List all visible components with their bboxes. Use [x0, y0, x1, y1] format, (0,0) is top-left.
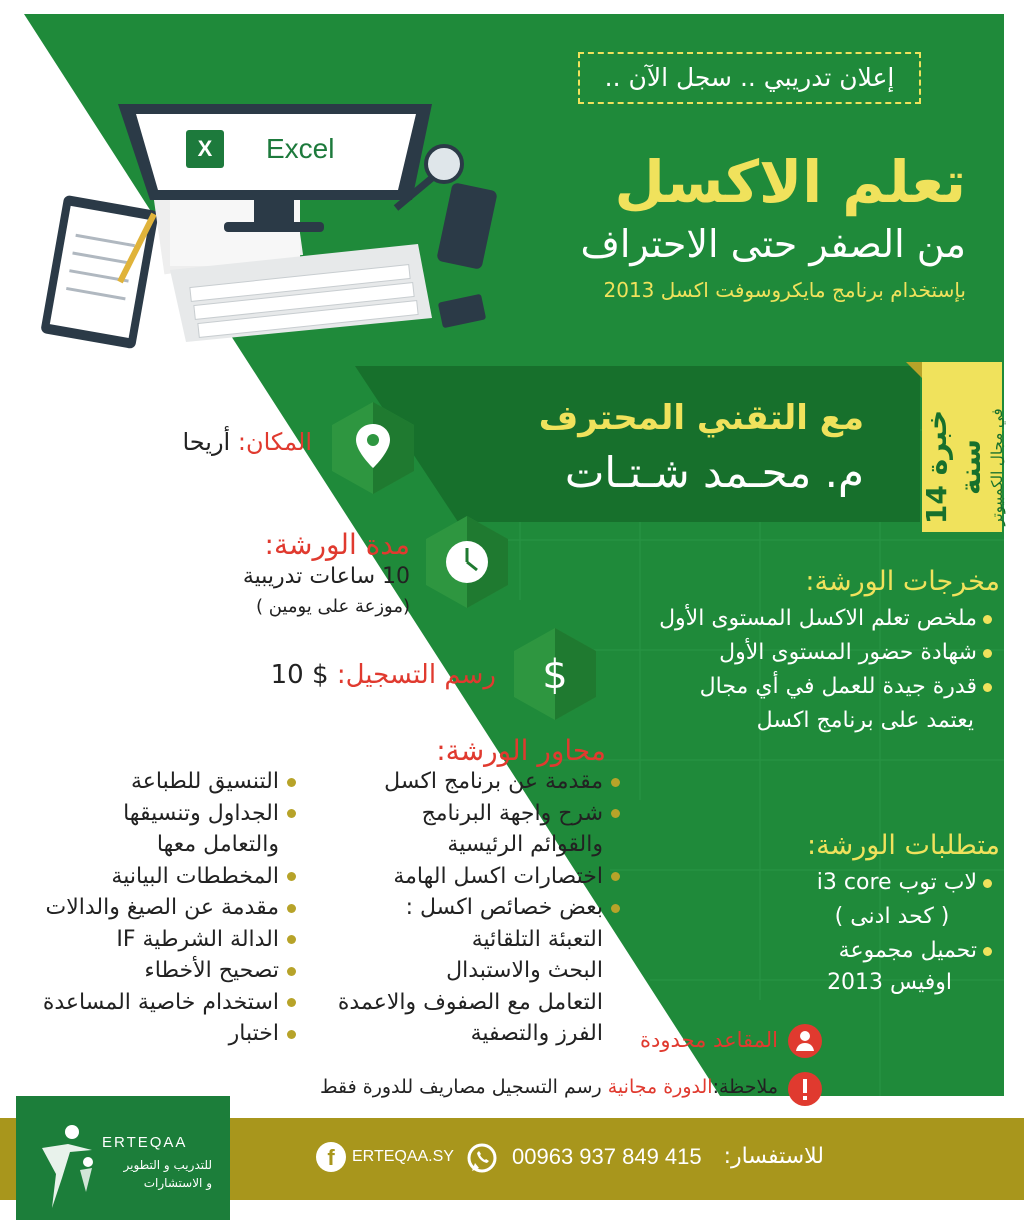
duration-hours: 10 ساعات تدريبية — [242, 564, 410, 589]
whatsapp-icon[interactable] — [466, 1142, 498, 1174]
outcome-item: ملخص تعلم الاكسل المستوى الأول — [659, 602, 992, 636]
credit-card-icon — [438, 294, 486, 329]
topic-item: تصحيح الأخطاء — [26, 955, 296, 987]
facebook-icon[interactable] — [316, 1142, 346, 1172]
requirement-note: ( كحد ادنى ) — [834, 904, 950, 929]
notepad-icon — [40, 195, 159, 350]
seats-limited: المقاعد محدودة — [640, 1028, 778, 1052]
svg-text:$: $ — [542, 652, 568, 698]
experience-field: في مجال الكمبيوتر — [988, 408, 1006, 526]
topics-right-list — [320, 766, 620, 1050]
logo-line1: للتدريب و التطوير — [123, 1158, 212, 1172]
clock-icon — [424, 514, 510, 610]
note-row — [320, 1076, 778, 1098]
experience-years: خبرة 14 سنة — [920, 409, 987, 525]
outcome-item: شهادة حضور المستوى الأول — [659, 636, 992, 670]
software-line: بإستخدام برنامج مايكروسوفت اكسل 2013 — [603, 278, 966, 302]
logo-name: ERTEQAA — [102, 1134, 188, 1151]
svg-text:Excel: Excel — [266, 133, 335, 164]
outcome-continuation: يعتمد على برنامج اكسل — [756, 708, 974, 733]
announcement-text: إعلان تدريبي .. سجل الآن .. — [604, 63, 895, 92]
svg-text:f: f — [327, 1145, 335, 1170]
note-label: ملاحظة: — [712, 1076, 778, 1098]
topic-item: مقدمة عن الصيغ والدالات — [26, 892, 296, 924]
desk-illustration — [40, 90, 500, 360]
topic-item: التعامل مع الصفوف والاعمدة — [337, 989, 603, 1015]
announcement-box — [578, 52, 921, 104]
topic-item: الجداول وتنسيقها — [26, 798, 296, 830]
place-label: المكان: — [237, 428, 312, 456]
topic-item: مقدمة عن برنامج اكسل — [320, 766, 620, 798]
topics-left-list — [26, 766, 296, 1050]
person-icon — [788, 1024, 822, 1058]
note-free: الدورة مجانية — [607, 1076, 713, 1098]
logo-figure-icon — [32, 1122, 102, 1212]
experience-ribbon — [920, 362, 1006, 532]
trainer-name: م. محـمد شـتـات — [564, 448, 864, 497]
topic-item: التعبئة التلقائية — [471, 926, 603, 952]
topic-item: الفرز والتصفية — [470, 1021, 603, 1046]
phone-icon — [436, 182, 498, 270]
place-row — [182, 428, 312, 456]
place-value: أريحا — [182, 428, 231, 456]
outcomes-list — [659, 602, 992, 738]
topic-item: اختبار — [26, 1018, 296, 1050]
fee-value: $ 10 — [270, 660, 329, 690]
contact-phone[interactable]: 00963 937 849 415 — [512, 1144, 702, 1169]
requirements-list — [792, 866, 992, 998]
logo-line2: و الاستشارات — [143, 1176, 212, 1190]
topic-item: شرح واجهة البرنامج — [320, 798, 620, 830]
topics-title: محاور الورشة: — [436, 734, 606, 767]
trainer-intro: مع التقني المحترف — [538, 398, 864, 438]
location-icon — [330, 400, 416, 496]
topic-item: بعض خصائص اكسل : — [320, 892, 620, 924]
duration-note: (موزعة على يومين ) — [255, 596, 410, 617]
topic-item: اختصارات اكسل الهامة — [320, 861, 620, 893]
requirement-item: تحميل مجموعة — [792, 934, 992, 968]
topic-item: البحث والاستبدال — [446, 958, 603, 983]
requirements-title: متطلبات الورشة: — [807, 830, 1000, 861]
duration-label: مدة الورشة: — [264, 528, 410, 561]
contact-label: للاستفسار: — [723, 1144, 824, 1169]
topic-item: المخططات البيانية — [26, 861, 296, 893]
topic-item: استخدام خاصية المساعدة — [26, 987, 296, 1019]
sub-title: من الصفر حتى الاحتراف — [580, 222, 966, 266]
warning-icon — [788, 1072, 822, 1106]
main-title: تعلم الاكسل — [614, 148, 966, 216]
topic-item: الدالة الشرطية IF — [26, 924, 296, 956]
dollar-icon — [512, 626, 598, 722]
facebook-handle[interactable]: ERTEQAA.SY — [352, 1148, 454, 1165]
note-rest: رسم التسجيل مصاريف للدورة فقط — [319, 1076, 602, 1098]
requirement-item: لاب توب i3 core — [792, 866, 992, 900]
requirement-continuation: اوفيس 2013 — [827, 970, 952, 995]
svg-text:X: X — [197, 136, 213, 161]
logo — [16, 1096, 230, 1220]
fee-label: رسم التسجيل: — [336, 660, 496, 690]
topic-item: التنسيق للطباعة — [26, 766, 296, 798]
topic-item: والتعامل معها — [156, 832, 279, 857]
outcomes-title: مخرجات الورشة: — [805, 566, 1000, 597]
topic-item: والقوائم الرئيسية — [447, 832, 603, 857]
fee-row — [271, 660, 496, 690]
outcome-item: قدرة جيدة للعمل في أي مجال — [659, 670, 992, 704]
